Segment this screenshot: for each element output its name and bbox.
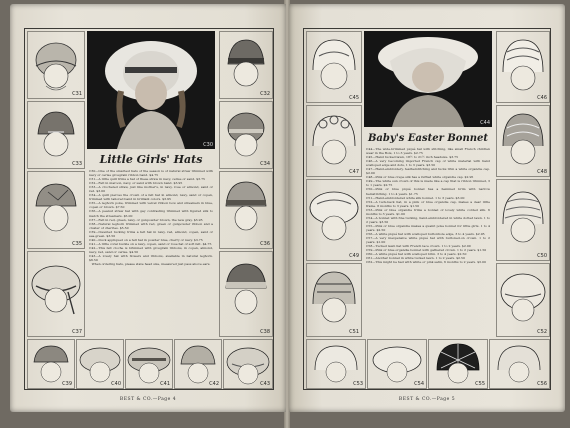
bonnet-illustration — [306, 31, 362, 103]
product-description: C33—A crocheted straw, just like mother's, in navy, rose or almond, sand or red. $3.00 — [89, 185, 213, 194]
product-description: C41—A little coral buckle on a navy, copen, sand or rose hat of soft felt. $4.75 — [89, 241, 212, 246]
product-description: C37—Felt in red, green, navy, or gunpowder brown, the new gray. $3.95 — [89, 217, 203, 222]
item-code: C46 — [537, 95, 547, 101]
page-footer: BEST & CO.—Page 4 — [119, 397, 177, 402]
hat-illustration — [27, 171, 85, 249]
section-title: Baby's Easter Bonnet — [367, 133, 488, 144]
item-code: C52 — [537, 329, 547, 335]
page-frame — [303, 28, 551, 390]
bonnet-illustration — [496, 31, 550, 103]
item-code: C54 — [414, 381, 424, 387]
product-description: C59—Pink or blue organdie bonnet with gathered crown. 1 to 2 years. $1.50 — [366, 248, 487, 253]
item-code: C34 — [260, 161, 270, 167]
item-code: C50 — [537, 253, 547, 259]
bonnet-illustration — [306, 339, 366, 389]
catalog-page-right — [289, 4, 565, 412]
item-code: C40 — [111, 381, 121, 387]
product-description: C31—A little quill trims a hat of these straw in navy, cerise or sand. $3.75 — [89, 177, 206, 182]
item-code: C41 — [160, 381, 170, 387]
bonnet-illustration — [496, 179, 550, 261]
item-code: C44 — [480, 120, 490, 126]
hat-illustration — [27, 339, 75, 389]
model-photo — [364, 31, 492, 127]
item-code: C31 — [72, 91, 82, 97]
bonnet-illustration — [306, 263, 362, 337]
hat-illustration — [27, 101, 85, 169]
hat-illustration — [125, 339, 173, 389]
item-code: C56 — [537, 381, 547, 387]
hat-illustration — [223, 339, 273, 389]
item-code: C49 — [349, 253, 359, 259]
product-descriptions — [89, 169, 213, 341]
product-description: C36—A peanut straw hat with gay contrasting trimmed with figured silk to match the streamers. $5.00 — [89, 209, 213, 218]
product-description: C46—A very becoming imported French cap of white material with hand scalloped edge and dots, 1 to 3 years. $3.50 — [366, 159, 490, 168]
product-description: C57—A very inexpensive white piqué hat with buttoned-on crown. 1 to 2 years. $1.00 — [366, 236, 490, 245]
item-code: C37 — [72, 329, 82, 335]
hat-illustration — [219, 251, 273, 337]
item-code: C38 — [260, 329, 270, 335]
product-description: C44—The wide-brimmed piqué hat with stitching, like small French children wear in the Bois, 1 to 3 years. $2.75 — [366, 147, 490, 156]
product-description: C62—This might be had with white or pink satin, 6 months to 2 years. $3.00 — [366, 260, 486, 265]
bonnet-illustration — [496, 105, 550, 177]
item-code: C55 — [475, 381, 485, 387]
item-code: C51 — [349, 329, 359, 335]
product-description: C34—A quill pierces the crown of a felt hat in almond, navy, sand or copen, trimmed with tailored band in brilliant colors. $3.95 — [89, 193, 213, 202]
page-frame — [24, 28, 274, 390]
ordering-note: When ordering hats, please state head size, measured just pass above ears. — [91, 262, 211, 267]
item-code: C35 — [72, 241, 82, 247]
item-code: C32 — [260, 91, 270, 97]
product-description: C61—Another bonnet in white tucked lawn. 1 to 2 years. $2.50 — [366, 256, 465, 261]
product-description: C53—Pink or blue organdie trims a bonnet of lovely white corded silk. 6 months to 3 years. $1.00 — [366, 207, 490, 216]
item-code: C39 — [62, 381, 72, 387]
product-description: C54—A bonnet with fine tucking, hand-embroidered in white dotted lawn. 1 to 2 years. $3.50 — [366, 215, 490, 224]
product-description: C38—Natural leghorn trimmed with red, green or gunpowder ribbon and a cluster of cherries. $5.50 — [89, 221, 213, 230]
product-description: C43—A lovely hat with flowers and ribbons, available in natural leghorn. $6.50 — [89, 253, 213, 263]
bonnet-illustration — [489, 339, 550, 389]
hat-illustration — [27, 31, 85, 99]
bonnet-illustration — [306, 179, 362, 261]
product-description: C47—Hand-embroidery, featherstitching and tucks trim a white organdie cap. $2.00 — [366, 167, 490, 176]
bonnet-illustration — [496, 263, 550, 337]
item-code: C53 — [353, 381, 363, 387]
item-code: C45 — [349, 95, 359, 101]
hat-illustration — [174, 339, 222, 389]
item-code: C36 — [260, 241, 270, 247]
product-description: C51—Hand-embroidered white silk bonnet. 1 to 3 years. $3.00 — [366, 195, 465, 200]
product-description: C52—A tuck-back hat, in a pink or blue organdie cap, makes a dear little frame. 6 months to 3 years. $1.50 — [366, 199, 490, 208]
product-description: C48—Pink or blue crepe silk has a ruffled white organdie cap. $2.95 — [366, 175, 474, 180]
hat-illustration — [219, 31, 273, 99]
product-description: C39—Invented tucking trims a felt hat in navy, red, almond, copen, sand or sea-green. $3.50 — [89, 229, 213, 238]
product-description: C42—This felt cloche is brimmed with grosgrain ribbons, in copen, almond, navy, red, sand or cerise. $4.50 — [89, 245, 213, 254]
item-code: C47 — [349, 169, 359, 175]
section-title: Little Girls' Hats — [99, 153, 203, 166]
product-description: C45—Hand tucked lawn, 18½ to 21½ inch headsize. $3.75 — [366, 155, 459, 160]
product-description: C35—A leghorn poke, trimmed with velvet ribbon bow and streamers in blue, copen or brown. $7.50 — [89, 201, 213, 210]
product-description: C30—One of the smartest hats of the season is of natural straw trimmed with navy or cerise grosgrain ribbon band. $4.75 — [89, 169, 213, 178]
page-footer: BEST & CO.—Page 5 — [398, 397, 456, 402]
item-code: C48 — [537, 169, 547, 175]
product-description: C50—Pink or blue piqué bonnet has a hemmed brim with narrow hemstitching. 1 to 4 years. $1.75 — [366, 187, 490, 196]
hat-illustration — [76, 339, 124, 389]
product-description: C58—Tucked lawn hat with French lace crown. 1 to 2 years. $2.00 — [366, 244, 471, 249]
product-description: C32—Felt in maroon, navy, or sand with brown band. $3.95 — [89, 181, 183, 186]
product-description: C56—A white piqué hat with scalloped buttonhole edge, 3 to 4 years. $2.95 — [366, 231, 485, 236]
hat-illustration — [219, 101, 273, 169]
bonnet-illustration — [306, 105, 362, 177]
hat-illustration — [219, 171, 273, 249]
model-photo — [87, 31, 215, 149]
product-descriptions — [366, 147, 490, 335]
product-description: C60—A white piqué hat with scalloped brim. 3 to 4 years. $2.50 — [366, 252, 467, 257]
item-code: C30 — [203, 142, 213, 148]
bonnet-illustration — [428, 339, 488, 389]
product-description: C55—Pink or blue organdie makes a quaint poke bonnet for little girls. 1 to 4 years. $2.50 — [366, 223, 490, 232]
catalog-page-left — [10, 4, 286, 412]
hat-illustration — [27, 251, 85, 337]
product-description: C40—Duck appliqued on a felt hat in powder blue, cherry or navy. $3.75 — [89, 237, 203, 242]
product-description: C49—The white sun crown of this is made like a cap that is ribbon trimmed, 3 to 1 years. $2.75 — [366, 179, 490, 188]
item-code: C43 — [260, 381, 270, 387]
item-code: C42 — [209, 381, 219, 387]
bonnet-illustration — [367, 339, 427, 389]
item-code: C33 — [72, 161, 82, 167]
